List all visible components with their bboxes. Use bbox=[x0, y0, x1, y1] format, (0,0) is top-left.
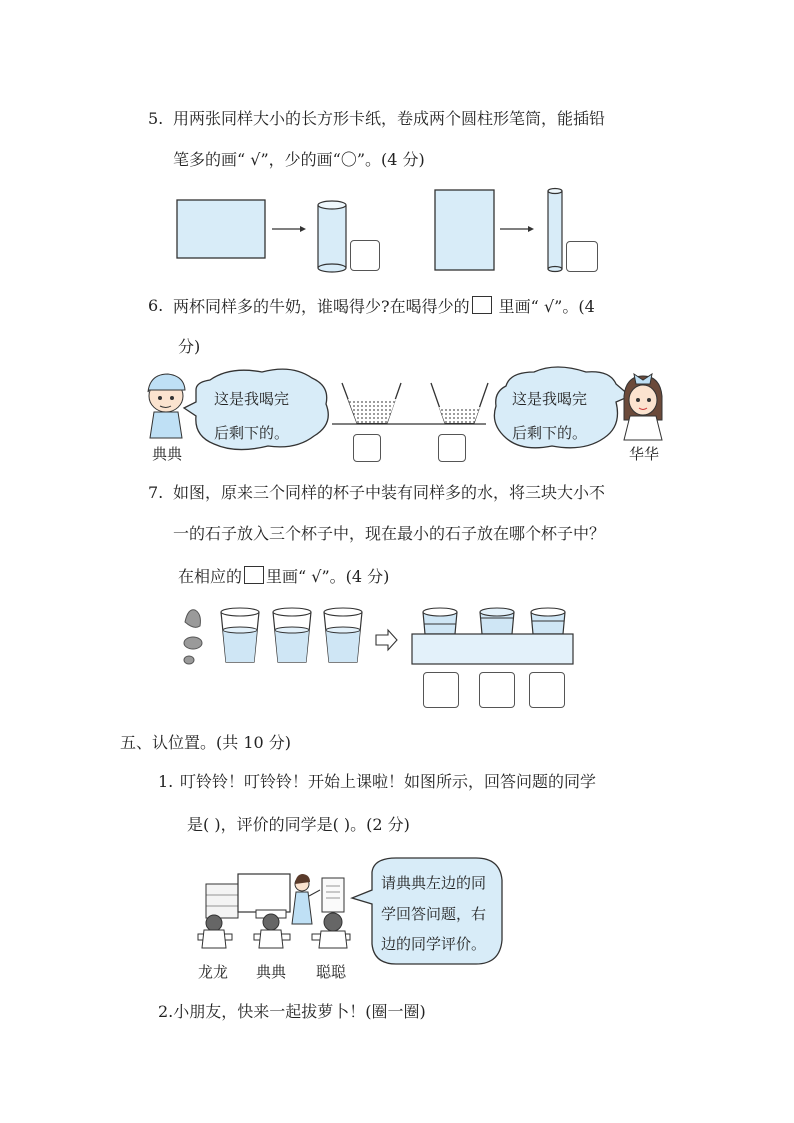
q7-line2: 一的石子放入三个杯子中，现在最小的石子放在哪个杯子中？ bbox=[173, 524, 606, 543]
q6-line2: 分) bbox=[178, 337, 201, 356]
student-long-long bbox=[202, 915, 226, 948]
q7-line3-tail: 里画“ √”。(4 分) bbox=[266, 567, 390, 586]
q6-number: 6. bbox=[148, 296, 164, 315]
right-bubble-line1: 这是我喝完 bbox=[512, 390, 588, 408]
s5-q1-line2: 是( )，评价的同学是( )。(2 分) bbox=[187, 815, 410, 834]
right-name: 华华 bbox=[629, 445, 660, 463]
student-dian-dian bbox=[259, 914, 283, 948]
q5-line2: 笔多的画“ √”，少的画“〇”。(4 分) bbox=[173, 150, 425, 169]
q7-line1: 如图，原来三个同样的杯子中装有同样多的水，将三块大小不 bbox=[173, 483, 606, 502]
student-name-cong-cong: 聪聪 bbox=[316, 963, 347, 981]
q6-line1-text: 两杯同样多的牛奶，谁喝得少?在喝得少的 bbox=[173, 297, 470, 316]
q5-number: 5. bbox=[148, 109, 164, 128]
q7-number: 7. bbox=[148, 483, 164, 502]
classroom-bubble-line3: 边的同学评价。 bbox=[381, 935, 487, 953]
student-cong-cong bbox=[319, 913, 347, 948]
blackboard bbox=[238, 874, 290, 912]
right-bubble-line2: 后剩下的。 bbox=[512, 424, 588, 442]
q7-line3-text: 在相应的 bbox=[178, 567, 243, 586]
left-name: 典典 bbox=[152, 445, 183, 463]
teacher-illustration bbox=[292, 874, 320, 924]
q5-line1: 用两张同样大小的长方形卡纸，卷成两个圆柱形笔筒，能插铅 bbox=[173, 109, 606, 128]
student-name-long-long: 龙龙 bbox=[198, 963, 229, 981]
left-bubble-line2: 后剩下的。 bbox=[214, 424, 290, 442]
s5-q2-text: 2.小朋友，快来一起拔萝卜！(圈一圈) bbox=[158, 1002, 426, 1021]
student-name-dian-dian: 典典 bbox=[256, 963, 287, 981]
s5-q1-line1: 叮铃铃！叮铃铃！开始上课啦！如图所示，回答问题的同学 bbox=[180, 772, 597, 791]
classroom-bubble-line1: 请典典左边的同 bbox=[381, 874, 487, 892]
section5-title: 五、认位置。(共 10 分) bbox=[120, 733, 292, 752]
q6-line1-tail: 里画“ √”。(4 bbox=[493, 297, 595, 316]
left-bubble-line1: 这是我喝完 bbox=[214, 390, 290, 408]
s5-q1-number: 1. bbox=[158, 772, 174, 791]
classroom-bubble-line2: 学回答问题，右 bbox=[381, 905, 487, 923]
